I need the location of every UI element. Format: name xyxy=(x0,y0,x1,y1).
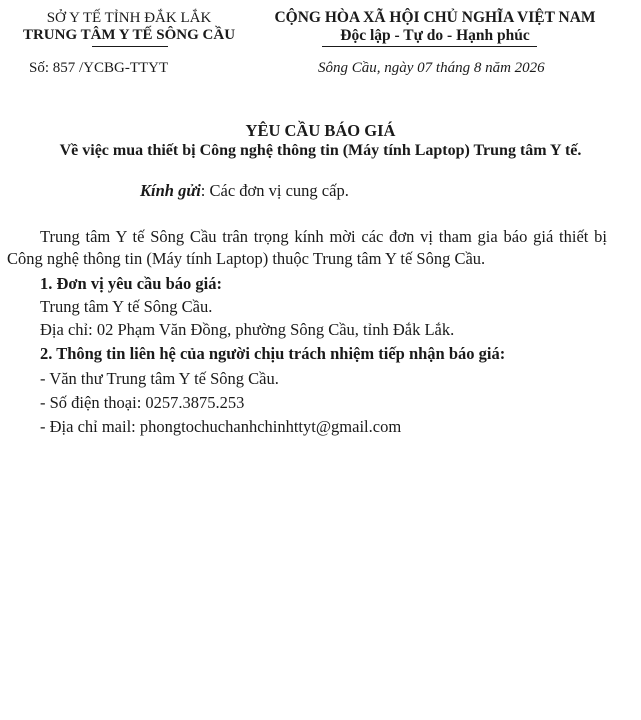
section1-heading: 1. Đơn vị yêu cầu báo giá: xyxy=(40,274,222,293)
section2-line: - Số điện thoại: 0257.3875.253 xyxy=(40,393,245,412)
section2-line: - Văn thư Trung tâm Y tế Sông Cầu. xyxy=(40,369,279,388)
section1-line: Địa chỉ: 02 Phạm Văn Đồng, phường Sông Cầu, tỉnh Đắk Lắk. xyxy=(40,320,455,339)
national-motto: Độc lập - Tự do - Hạnh phúc xyxy=(340,27,530,44)
document-title: YÊU CẦU BÁO GIÁ xyxy=(245,121,396,140)
recipient-text: : Các đơn vị cung cấp. xyxy=(200,181,349,200)
place-date: Sông Cầu, ngày 07 tháng 8 năm 2026 xyxy=(318,60,545,76)
intro-paragraph: Trung tâm Y tế Sông Cầu trân trọng kính mời các đơn vị tham gia báo giá thiết bị Công nghệ thông tin (Máy tính Laptop) thuộc Trung tâm Y tế Sông Cầu. xyxy=(7,227,607,268)
document-number: Số: 857 /YCBG-TTYT xyxy=(29,60,169,76)
national-title: CỘNG HÒA XÃ HỘI CHỦ NGHĨA VIỆT NAM xyxy=(274,9,596,26)
section1-line: Trung tâm Y tế Sông Cầu. xyxy=(40,297,213,316)
agency-name: TRUNG TÂM Y TẾ SÔNG CẦU xyxy=(22,27,236,43)
section2-line: - Địa chỉ mail: phongtochuchanhchinhttyt@gmail.com xyxy=(40,417,402,436)
motto-underline xyxy=(322,46,537,47)
document-subtitle: Về việc mua thiết bị Công nghệ thông tin (Máy tính Laptop) Trung tâm Y tế. xyxy=(59,142,582,159)
agency-underline xyxy=(92,46,168,47)
recipient-label: Kính gửi xyxy=(140,181,201,200)
agency-parent-name: SỞ Y TẾ TỈNH ĐẮK LẮK xyxy=(46,10,212,26)
section2-heading: 2. Thông tin liên hệ của người chịu trách nhiệm tiếp nhận báo giá: xyxy=(40,344,506,363)
recipient-line xyxy=(140,181,349,201)
